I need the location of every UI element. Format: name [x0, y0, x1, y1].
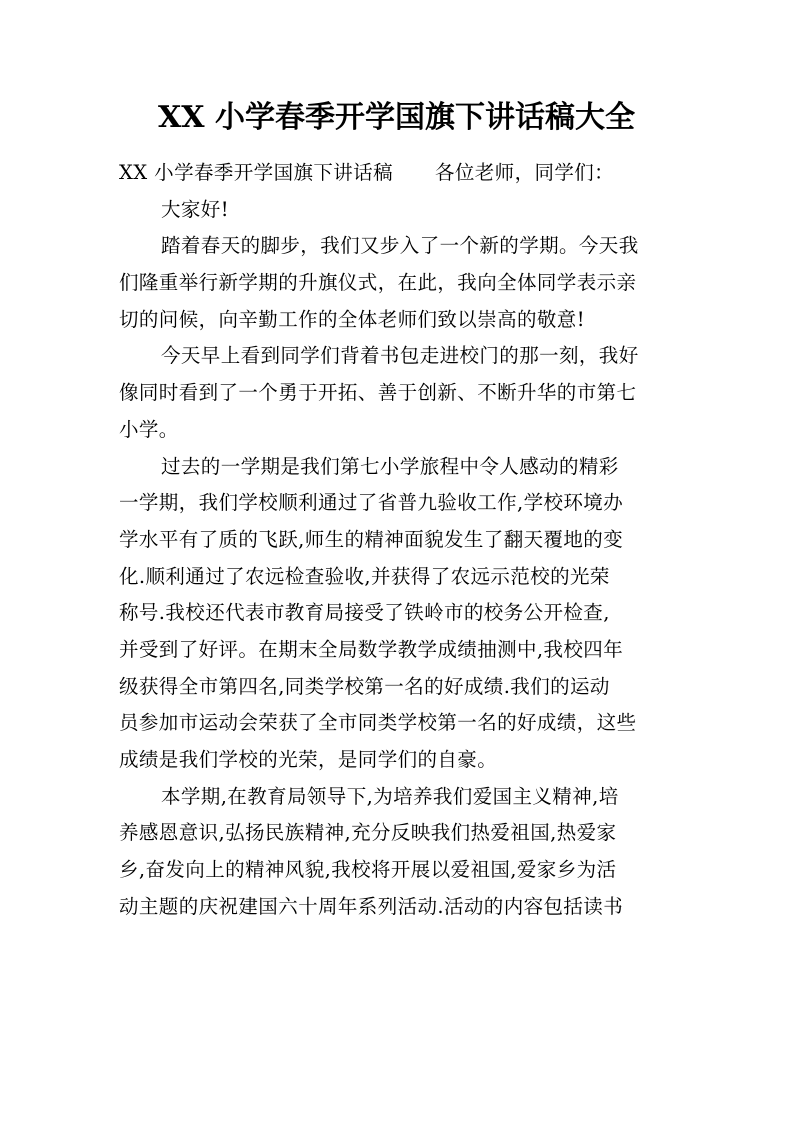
text-line: 称号.我校还代表市教育局接受了铁岭市的校务公开检查,: [119, 601, 610, 625]
text-line: 养感恩意识,弘扬民族精神,充分反映我们热爱祖国,热爱家: [119, 821, 617, 845]
text-line: 踏着春天的脚步，我们又步入了一个新的学期。今天我: [161, 234, 639, 258]
text-line: 员参加市运动会荣获了全市同类学校第一名的好成绩，这些: [119, 711, 637, 735]
text-line: 级获得全市第四名,同类学校第一名的好成绩.我们的运动: [119, 674, 610, 698]
text-line: 化.顺利通过了农远检查验收,并获得了农远示范校的光荣: [119, 564, 610, 588]
text-line: 成绩是我们学校的光荣，是同学们的自豪。: [119, 748, 498, 771]
text-line: 过去的一学期是我们第七小学旅程中令人感动的精彩: [161, 454, 619, 478]
document-title: XX 小学春季开学国旗下讲话稿大全: [158, 100, 635, 135]
text-line: 动主题的庆祝建国六十周年系列活动.活动的内容包括读书: [119, 894, 624, 918]
text-line: 大家好!: [161, 197, 229, 221]
text-line: 乡,奋发向上的精神风貌,我校将开展以爱祖国,爱家乡为活: [119, 858, 617, 882]
text-line: 学水平有了质的飞跃,师生的精神面貌发生了翻天覆地的变: [119, 527, 624, 551]
text-line: 一学期，我们学校顺利通过了省普九验收工作,学校环境办: [119, 491, 624, 515]
text-line-subtitle-greeting: [119, 155, 679, 192]
text-line: 们隆重举行新学期的升旗仪式，在此，我向全体同学表示亲: [119, 271, 637, 295]
text-line: 并受到了好评。在期末全局数学教学成绩抽测中,我校四年: [119, 637, 624, 661]
text-line: 今天早上看到同学们背着书包走进校门的那一刻，我好: [161, 344, 639, 368]
text-line: 像同时看到了一个勇于开拓、善于创新、不断升华的市第七: [119, 381, 637, 405]
text-line: 小学。: [119, 417, 179, 441]
subtitle: XX 小学春季开学国旗下讲话稿: [119, 161, 393, 184]
document-body: [119, 155, 679, 925]
text-line: 切的问候，向辛勤工作的全体老师们致以崇高的敬意!: [119, 307, 585, 331]
text-line: 本学期,在教育局领导下,为培养我们爱国主义精神,培: [161, 784, 619, 808]
salutation: 各位老师，同学们：: [434, 161, 615, 184]
